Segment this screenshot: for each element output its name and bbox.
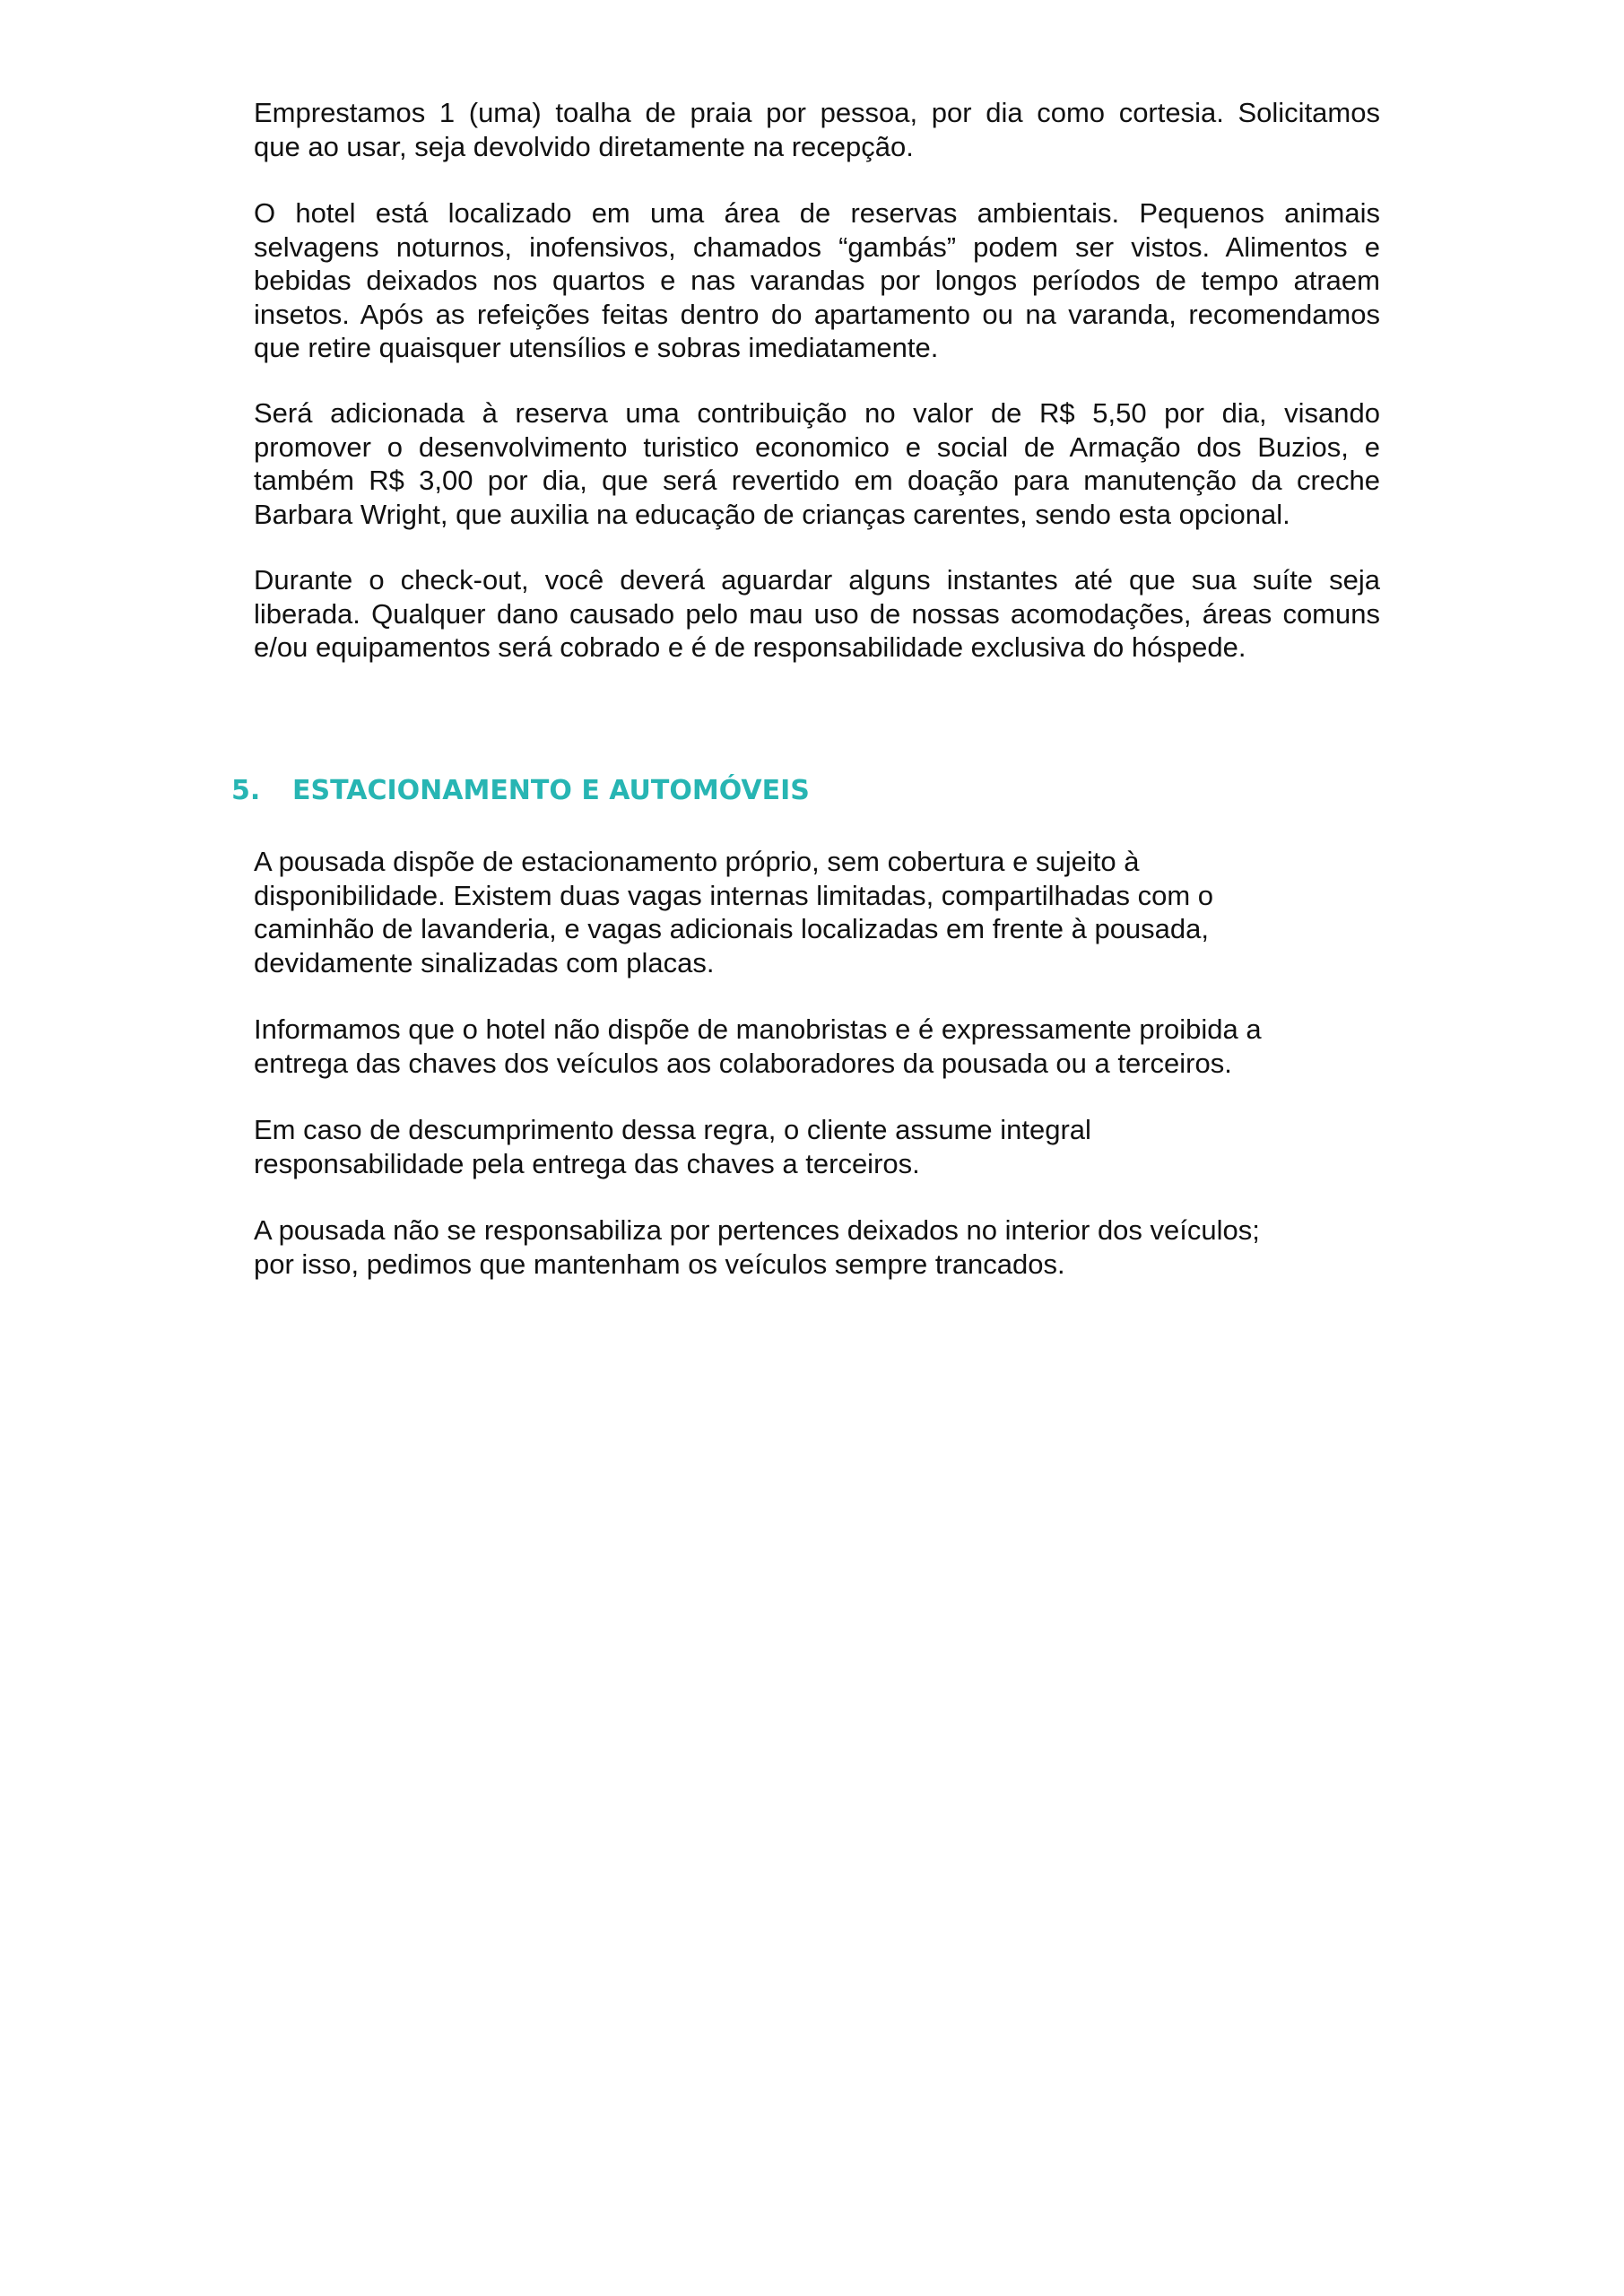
text-line: entrega das chaves dos veículos aos colaboradores da pousada ou a terceiros. xyxy=(254,1047,1232,1079)
text-line: também R$ 3,00 por dia, que será revertido em doação para manutenção da creche xyxy=(254,465,1380,496)
text-line: caminhão de lavanderia, e vagas adicionais localizadas em frente à pousada, xyxy=(254,913,1210,944)
section-title: ESTACIONAMENTO E AUTOMÓVEIS xyxy=(292,775,810,806)
text-line: Emprestamos 1 (uma) toalha de praia por pessoa, por dia como cortesia. Solicitamos xyxy=(254,97,1380,128)
text-line: disponibilidade. Existem duas vagas internas limitadas, compartilhadas com o xyxy=(254,879,1214,911)
paragraph-rule-breach xyxy=(254,1113,1402,1180)
text-line: selvagens noturnos, inofensivos, chamados “gambás” podem ser vistos. Alimentos e xyxy=(254,230,1380,263)
text-line: que ao usar, seja devolvido diretamente na recepção. xyxy=(254,130,914,162)
text-line: Durante o check-out, você deverá aguardar alguns instantes até que sua suíte seja xyxy=(254,564,1380,596)
paragraph-beach-towel xyxy=(254,96,1380,163)
text-line: O hotel está localizado em uma área de reservas ambientais. Pequenos animais xyxy=(254,197,1380,229)
paragraph-parking-availability xyxy=(254,845,1402,979)
text-line: Informamos que o hotel não dispõe de manobristas e é expressamente proibida a xyxy=(254,1013,1262,1045)
text-line: liberada. Qualquer dano causado pelo mau uso de nossas acomodações, áreas comuns xyxy=(254,597,1380,630)
text-line: bebidas deixados nos quartos e nas varandas por longos períodos de tempo atraem xyxy=(254,265,1380,296)
paragraph-environmental-area xyxy=(254,196,1380,365)
text-line: e/ou equipamentos será cobrado e é de responsabilidade exclusiva do hóspede. xyxy=(254,631,1246,663)
text-line: que retire quaisquer utensílios e sobras imediatamente. xyxy=(254,332,939,363)
section-heading xyxy=(231,773,810,809)
text-line: A pousada dispõe de estacionamento próprio, sem cobertura e sujeito à xyxy=(254,846,1140,877)
text-line: Será adicionada à reserva uma contribuição no valor de R$ 5,50 por dia, visando xyxy=(254,397,1380,429)
text-line: Em caso de descumprimento dessa regra, o cliente assume integral xyxy=(254,1114,1091,1145)
text-line: responsabilidade pela entrega das chaves a terceiros. xyxy=(254,1147,920,1179)
text-line: Barbara Wright, que auxilia na educação de crianças carentes, sendo esta opcional. xyxy=(254,498,1290,530)
paragraph-check-out xyxy=(254,563,1380,665)
section-number: 5. xyxy=(231,775,261,806)
paragraph-contribution-fee xyxy=(254,396,1380,531)
text-line: por isso, pedimos que mantenham os veículos sempre trancados. xyxy=(254,1248,1065,1280)
paragraph-no-valet xyxy=(254,1013,1402,1080)
paragraph-belongings xyxy=(254,1213,1402,1281)
text-line: A pousada não se responsabiliza por pertences deixados no interior dos veículos; xyxy=(254,1214,1260,1246)
text-line: insetos. Após as refeições feitas dentro do apartamento ou na varanda, recomendamos xyxy=(254,298,1380,330)
text-line: promover o desenvolvimento turistico economico e social de Armação dos Buzios, e xyxy=(254,430,1380,463)
text-line: devidamente sinalizadas com placas. xyxy=(254,946,715,978)
